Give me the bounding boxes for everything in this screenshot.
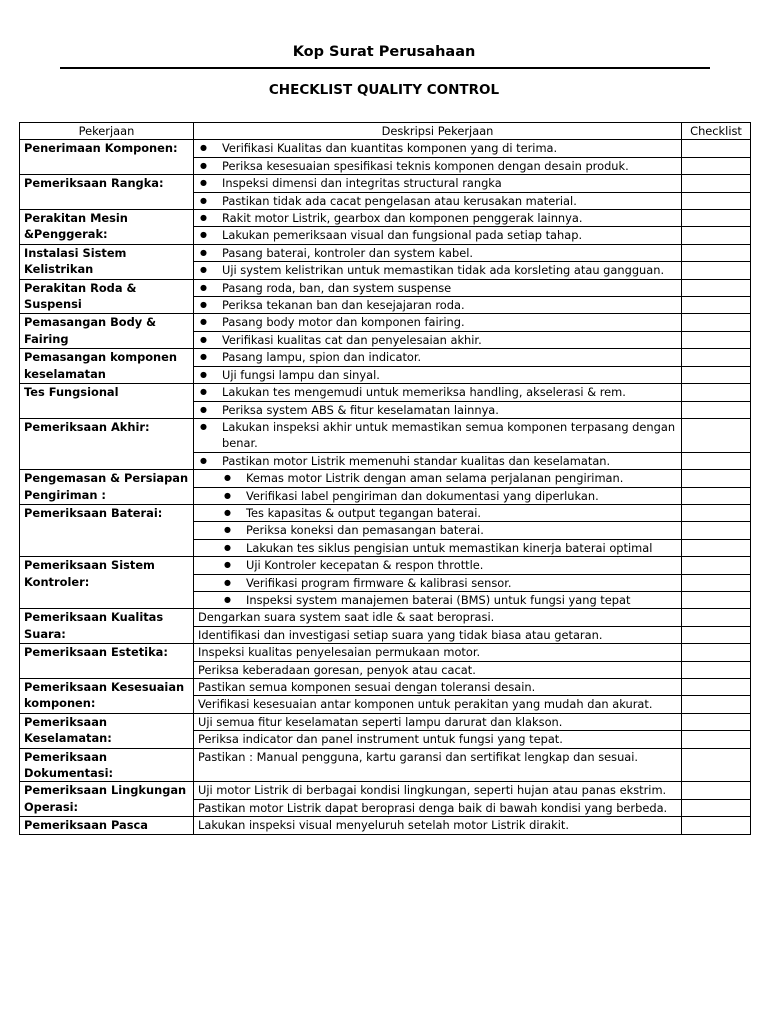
bullet-icon: ● — [200, 247, 207, 257]
bullet-icon: ● — [200, 404, 207, 414]
checklist-cell[interactable] — [682, 210, 751, 227]
task-category: Pemeriksaan Sistem Kontroler: — [20, 557, 194, 609]
table-row — [20, 418, 751, 452]
task-description: Verifikasi label pengiriman dan dokumentasi yang diperlukan. — [246, 488, 599, 503]
task-description-cell — [194, 713, 682, 730]
checklist-cell[interactable] — [682, 487, 751, 504]
bullet-icon: ● — [200, 195, 207, 205]
task-description: Verifikasi kualitas cat dan penyelesaian akhir. — [222, 332, 482, 347]
table-row — [20, 314, 751, 331]
task-description: Identifikasi dan investigasi setiap suara yang tidak biasa atau getaran. — [198, 627, 603, 642]
table-row — [20, 748, 751, 782]
document-title: CHECKLIST QUALITY CONTROL — [268, 82, 500, 98]
task-description-cell — [194, 574, 682, 591]
bullet-icon: ● — [200, 334, 207, 344]
task-description: Uji semua fitur keselamatan seperti lampu darurat dan klakson. — [198, 714, 563, 729]
bullet-icon: ● — [200, 369, 207, 379]
task-description-cell — [194, 349, 682, 366]
task-description: Pasang baterai, kontroler dan system kabel. — [222, 245, 474, 260]
company-letterhead: Kop Surat Perusahaan — [292, 44, 476, 60]
task-description-cell — [194, 192, 682, 209]
checklist-cell[interactable] — [682, 227, 751, 244]
column-header-checklist: Checklist — [682, 123, 751, 140]
task-description-cell — [194, 175, 682, 192]
checklist-cell[interactable] — [682, 331, 751, 348]
task-description: Rakit motor Listrik, gearbox dan komponen penggerak lainnya. — [222, 211, 583, 226]
checklist-cell[interactable] — [682, 244, 751, 261]
task-description: Inspeksi system manajemen baterai (BMS) untuk fungsi yang tepat — [246, 592, 631, 607]
task-description: Periksa keberadaan goresan, penyok atau cacat. — [198, 662, 476, 677]
task-description: Pastikan tidak ada cacat pengelasan atau kerusakan material. — [222, 193, 577, 208]
table-row — [20, 210, 751, 227]
task-description-cell — [194, 748, 682, 782]
task-description-cell — [194, 661, 682, 678]
checklist-cell[interactable] — [682, 366, 751, 383]
task-description-cell — [194, 799, 682, 816]
table-row — [20, 679, 751, 696]
column-header-deskripsi: Deskripsi Pekerjaan — [194, 123, 682, 140]
checklist-cell[interactable] — [682, 731, 751, 748]
task-description: Periksa tekanan ban dan kesejajaran roda. — [222, 298, 465, 313]
task-description-cell — [194, 140, 682, 157]
table-row — [20, 609, 751, 626]
checklist-cell[interactable] — [682, 418, 751, 452]
task-description-cell — [194, 591, 682, 608]
task-description-cell — [194, 366, 682, 383]
bullet-icon: ● — [200, 213, 207, 223]
bullet-icon: ● — [200, 230, 207, 240]
task-category: Pemeriksaan Rangka: — [20, 175, 194, 210]
task-description-cell — [194, 731, 682, 748]
checklist-cell[interactable] — [682, 696, 751, 713]
bullet-icon: ● — [200, 143, 207, 153]
bullet-icon: ● — [200, 352, 207, 362]
task-category: Instalasi Sistem Kelistrikan — [20, 244, 194, 279]
task-description-cell — [194, 557, 682, 574]
task-description: Verifikasi kesesuaian antar komponen untuk perakitan yang mudah dan akurat. — [198, 697, 653, 712]
task-description: Dengarkan suara system saat idle & saat beroprasi. — [198, 610, 495, 625]
checklist-cell[interactable] — [682, 157, 751, 174]
table-row — [20, 175, 751, 192]
task-description: Lakukan inspeksi visual menyeluruh setelah motor Listrik dirakit. — [198, 818, 569, 833]
header-divider — [60, 67, 710, 69]
task-description: Lakukan inspeksi akhir untuk memastikan semua komponen terpasang dengan benar. — [222, 419, 676, 451]
task-description-cell — [194, 696, 682, 713]
task-description: Verifikasi Kualitas dan kuantitas komponen yang di terima. — [222, 141, 558, 156]
task-description: Inspeksi dimensi dan integritas structural rangka — [222, 176, 502, 191]
bullet-icon: ● — [224, 542, 231, 552]
task-category: Pemeriksaan Baterai: — [20, 504, 194, 556]
task-description-cell — [194, 331, 682, 348]
checklist-cell[interactable] — [682, 557, 751, 574]
task-description: Tes kapasitas & output tegangan baterai. — [246, 505, 482, 520]
task-description-cell — [194, 470, 682, 487]
checklist-cell[interactable] — [682, 314, 751, 331]
task-category: Pemeriksaan Estetika: — [20, 644, 194, 679]
task-category: Perakitan Roda & Suspensi — [20, 279, 194, 314]
checklist-cell[interactable] — [682, 713, 751, 730]
checklist-cell[interactable] — [682, 609, 751, 626]
task-category: Pengemasan & Persiapan Pengiriman : — [20, 470, 194, 505]
table-row — [20, 470, 751, 487]
checklist-cell[interactable] — [682, 661, 751, 678]
checklist-cell[interactable] — [682, 401, 751, 418]
task-description-cell — [194, 418, 682, 452]
bullet-icon: ● — [224, 577, 231, 587]
task-description: Periksa system ABS & fitur keselamatan lainnya. — [222, 402, 499, 417]
bullet-icon: ● — [200, 300, 207, 310]
checklist-cell[interactable] — [682, 384, 751, 401]
task-description: Periksa koneksi dan pemasangan baterai. — [246, 523, 484, 538]
table-body — [20, 140, 751, 834]
task-description-cell — [194, 384, 682, 401]
quality-control-table — [19, 122, 751, 835]
task-description-cell — [194, 244, 682, 261]
checklist-cell[interactable] — [682, 817, 751, 834]
task-description: Pasang roda, ban, dan system suspense — [222, 280, 452, 295]
bullet-icon: ● — [200, 178, 207, 188]
checklist-cell[interactable] — [682, 679, 751, 696]
task-description: Pastikan : Manual pengguna, kartu garansi dan sertifikat lengkap dan sesuai. — [198, 749, 639, 764]
checklist-cell[interactable] — [682, 626, 751, 643]
task-description: Pasang body motor dan komponen fairing. — [222, 315, 465, 330]
table-row — [20, 644, 751, 661]
task-description-cell — [194, 644, 682, 661]
task-category: Pemeriksaan Lingkungan Operasi: — [20, 782, 194, 817]
bullet-icon: ● — [200, 282, 207, 292]
task-category: Pemeriksaan Kualitas Suara: — [20, 609, 194, 644]
task-description: Uji motor Listrik di berbagai kondisi lingkungan, seperti hujan atau panas ekstrim. — [198, 783, 667, 798]
bullet-icon: ● — [224, 490, 231, 500]
task-description-cell — [194, 401, 682, 418]
task-description: Verifikasi program firmware & kalibrasi sensor. — [246, 575, 512, 590]
task-description-cell — [194, 679, 682, 696]
table-row — [20, 557, 751, 574]
checklist-cell[interactable] — [682, 799, 751, 816]
task-description-cell — [194, 210, 682, 227]
table-row — [20, 504, 751, 521]
table-row — [20, 349, 751, 366]
task-description: Lakukan pemeriksaan visual dan fungsional pada setiap tahap. — [222, 228, 583, 243]
table-row — [20, 384, 751, 401]
task-description-cell — [194, 817, 682, 834]
task-description-cell — [194, 487, 682, 504]
task-category: Pemasangan Body & Fairing — [20, 314, 194, 349]
bullet-icon: ● — [200, 455, 207, 465]
checklist-cell[interactable] — [682, 297, 751, 314]
task-description-cell — [194, 279, 682, 296]
checklist-cell[interactable] — [682, 452, 751, 469]
task-category: Pemeriksaan Dokumentasi: — [20, 748, 194, 782]
task-description: Uji fungsi lampu dan sinyal. — [222, 367, 380, 382]
checklist-cell[interactable] — [682, 748, 751, 782]
table-row — [20, 817, 751, 834]
task-description-cell — [194, 609, 682, 626]
bullet-icon: ● — [224, 507, 231, 517]
checklist-cell[interactable] — [682, 782, 751, 799]
task-description-cell — [194, 782, 682, 799]
task-description: Pastikan semua komponen sesuai dengan toleransi desain. — [198, 680, 536, 694]
task-description-cell — [194, 539, 682, 556]
task-description: Inspeksi kualitas penyelesaian permukaan motor. — [198, 645, 481, 660]
task-description: Periksa kesesuaian spesifikasi teknis komponen dengan desain produk. — [222, 158, 629, 173]
bullet-icon: ● — [200, 387, 207, 397]
task-category: Perakitan Mesin &Penggerak: — [20, 210, 194, 245]
task-description-cell — [194, 522, 682, 539]
task-category: Pemasangan komponen keselamatan — [20, 349, 194, 384]
task-description-cell — [194, 157, 682, 174]
bullet-icon: ● — [200, 265, 207, 275]
bullet-icon: ● — [224, 525, 231, 535]
task-description-cell — [194, 314, 682, 331]
task-description-cell — [194, 452, 682, 469]
task-description: Pastikan motor Listrik memenuhi standar kualitas dan keselamatan. — [222, 453, 611, 468]
task-description: Uji Kontroler kecepatan & respon throttle. — [246, 558, 484, 573]
checklist-cell[interactable] — [682, 262, 751, 279]
task-description: Pastikan motor Listrik dapat beroprasi denga baik di bawah kondisi yang berbeda. — [198, 800, 668, 815]
task-category: Pemeriksaan Kesesuaian komponen: — [20, 679, 194, 714]
task-description-cell — [194, 262, 682, 279]
checklist-cell[interactable] — [682, 470, 751, 487]
table-row — [20, 713, 751, 730]
task-description: Lakukan tes siklus pengisian untuk memastikan kinerja baterai optimal — [246, 540, 653, 555]
task-category: Pemeriksaan Keselamatan: — [20, 713, 194, 748]
column-header-pekerjaan: Pekerjaan — [20, 123, 194, 140]
bullet-icon: ● — [200, 421, 207, 431]
task-category: Penerimaan Komponen: — [20, 140, 194, 175]
task-description-cell — [194, 504, 682, 521]
checklist-cell[interactable] — [682, 175, 751, 192]
task-category: Pemeriksaan Akhir: — [20, 418, 194, 469]
table-header-row — [20, 123, 751, 140]
checklist-cell[interactable] — [682, 192, 751, 209]
task-description: Uji system kelistrikan untuk memastikan tidak ada korsleting atau gangguan. — [222, 263, 665, 278]
checklist-cell[interactable] — [682, 349, 751, 366]
task-description-cell — [194, 297, 682, 314]
bullet-icon: ● — [200, 160, 207, 170]
table-row — [20, 782, 751, 799]
task-description: Lakukan tes mengemudi untuk memeriksa handling, akselerasi & rem. — [222, 385, 626, 400]
bullet-icon: ● — [224, 594, 231, 604]
task-category: Pemeriksaan Pasca — [20, 817, 194, 834]
table-row — [20, 244, 751, 261]
bullet-icon: ● — [200, 317, 207, 327]
task-description-cell — [194, 626, 682, 643]
checklist-cell[interactable] — [682, 522, 751, 539]
checklist-cell[interactable] — [682, 279, 751, 296]
table-row — [20, 140, 751, 157]
bullet-icon: ● — [224, 560, 231, 570]
table-row — [20, 279, 751, 296]
checklist-cell[interactable] — [682, 504, 751, 521]
task-description: Periksa indicator dan panel instrument untuk fungsi yang tepat. — [198, 732, 563, 747]
task-description-cell — [194, 227, 682, 244]
checklist-cell[interactable] — [682, 539, 751, 556]
checklist-cell[interactable] — [682, 574, 751, 591]
task-description: Kemas motor Listrik dengan aman selama perjalanan pengiriman. — [246, 471, 624, 486]
task-description: Pasang lampu, spion dan indicator. — [222, 350, 422, 365]
checklist-cell[interactable] — [682, 644, 751, 661]
checklist-cell[interactable] — [682, 140, 751, 157]
bullet-icon: ● — [224, 473, 231, 483]
task-category: Tes Fungsional — [20, 384, 194, 419]
checklist-cell[interactable] — [682, 591, 751, 608]
